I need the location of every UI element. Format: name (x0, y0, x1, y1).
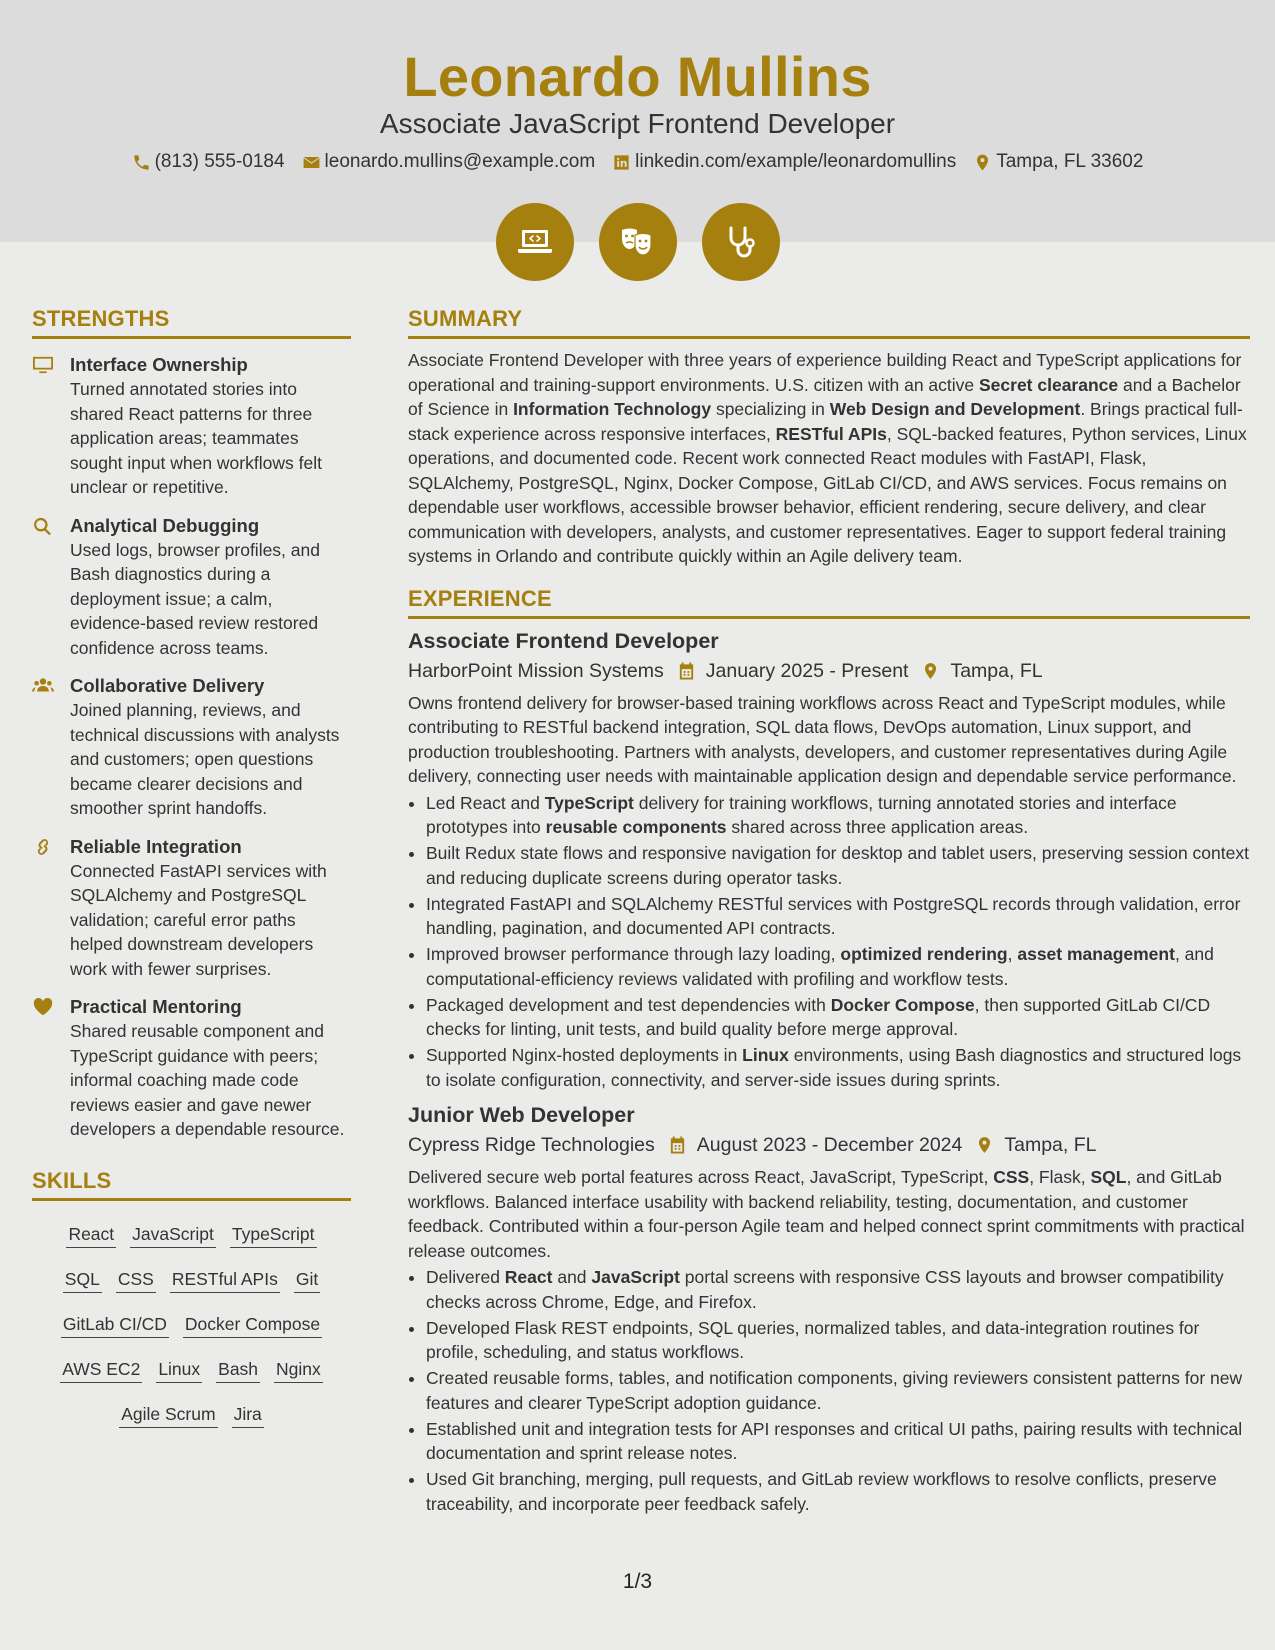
strength-item (32, 674, 351, 821)
strength-title: Reliable Integration (70, 835, 242, 857)
job-description (408, 1165, 1250, 1263)
job-bullets (408, 1265, 1250, 1516)
strength-title: Interface Ownership (70, 354, 248, 375)
summary-heading: SUMMARY (408, 306, 1250, 339)
page-number: 1/3 (622, 1570, 653, 1593)
emphasis-text: asset management (1017, 944, 1175, 964)
link-icon (32, 837, 54, 857)
emphasis-text: JavaScript (591, 1267, 680, 1287)
skill-tag: Jira (232, 1403, 264, 1428)
text-run: environments, using Bash diagnostics and structured logs to isolate configuration, connectivity, and server-side issues during sprints. (426, 1045, 1242, 1090)
text-run: Improved browser performance through lazy loading, (426, 944, 841, 964)
phone-icon (132, 153, 151, 172)
text-run: Delivered (426, 1267, 505, 1287)
text-run: , (1007, 944, 1018, 964)
job-entry (408, 627, 1250, 1093)
bullet-item (426, 942, 1250, 991)
job-dates: January 2025 - Present (705, 659, 909, 682)
interest-badges (0, 203, 1275, 281)
text-run: , then supported GitLab CI/CD checks for linting, unit tests, and build quality before merge approval. (426, 994, 1211, 1039)
bullet-item (426, 993, 1250, 1042)
map-pin-icon (973, 153, 992, 172)
contact-email[interactable] (302, 151, 596, 173)
left-column (32, 306, 351, 1438)
text-run: Packaged development and test dependencies with (426, 994, 831, 1015)
contact-location (973, 151, 1143, 173)
job-title: Junior Web Developer (408, 1103, 635, 1127)
text-run: Developed Flask REST endpoints, SQL queries, normalized tables, and data-integration routines for profile, scheduling, and status workflows. (426, 1317, 1200, 1362)
emphasis-text: optimized rendering (840, 944, 1008, 964)
job-company: HarborPoint Mission Systems (408, 659, 664, 682)
strength-title: Analytical Debugging (70, 514, 260, 536)
search-icon (32, 516, 54, 536)
skill-tag: Linux (156, 1358, 202, 1383)
theater-masks-icon (618, 222, 658, 262)
text-run: specializing in (711, 399, 830, 419)
candidate-title: Associate JavaScript Frontend Developer (379, 108, 896, 139)
summary-text (408, 348, 1250, 569)
contact-phone (132, 151, 285, 173)
badge-theater (599, 203, 677, 281)
strength-item (32, 835, 351, 982)
bullet-item (426, 791, 1250, 840)
skill-tag: JavaScript (130, 1223, 216, 1248)
bullet-item (426, 1043, 1250, 1092)
linkedin-icon (612, 153, 631, 172)
strength-item (32, 514, 351, 661)
skills-row (32, 1213, 351, 1258)
skills-row (32, 1258, 351, 1303)
calendar-icon (677, 661, 696, 681)
strength-title: Practical Mentoring (70, 996, 242, 1017)
badge-laptop (496, 203, 574, 281)
bullet-item (426, 1265, 1250, 1314)
text-run: Supported Nginx-hosted deployments in (426, 1045, 743, 1065)
job-location: Tampa, FL (1004, 1134, 1097, 1156)
contact-linkedin[interactable] (612, 151, 956, 173)
job-bullets (408, 791, 1250, 1093)
text-run: Established unit and integration tests for API responses and critical UI paths, pairing results with technical documentation and sprint release notes. (426, 1418, 1243, 1463)
skills-row (32, 1303, 351, 1348)
job-meta (408, 1132, 1250, 1158)
text-run: and a Bachelor of Science in (408, 374, 1241, 419)
strength-item (32, 995, 351, 1142)
emphasis-text: Linux (742, 1045, 789, 1065)
map-pin-icon (921, 661, 940, 681)
job-location: Tampa, FL (950, 659, 1043, 682)
emphasis-text: reusable components (545, 817, 727, 837)
emphasis-text: CSS (993, 1167, 1030, 1187)
text-run: . Brings practical full-stack experience across responsive interfaces, (408, 399, 1243, 444)
job-company: Cypress Ridge Technologies (408, 1134, 655, 1156)
job-entry (408, 1101, 1250, 1516)
skill-tag: AWS EC2 (60, 1358, 142, 1383)
skill-tag: React (66, 1223, 116, 1248)
skill-tag: Bash (216, 1358, 260, 1383)
laptop-code-icon (515, 222, 555, 262)
skill-tag: TypeScript (230, 1223, 317, 1248)
bullet-item (426, 1417, 1250, 1466)
text-run: , and GitLab workflows. Balanced interface usability with backend reliability, testing, documentation, and customer feedback. Contributed within a four-person Agile team and helped connect sprint commitments with practical release outcomes. (408, 1167, 1245, 1261)
skill-tag: Git (294, 1268, 320, 1293)
text-run: delivery for training workflows, turning annotated stories and interface prototypes into (426, 792, 1177, 837)
strength-title: Collaborative Delivery (70, 675, 265, 696)
job-title: Associate Frontend Developer (408, 628, 719, 653)
calendar-icon (668, 1135, 687, 1155)
skills-row (32, 1393, 351, 1438)
stethoscope-icon (721, 222, 761, 262)
right-column (408, 306, 1250, 1518)
skill-tag: SQL (63, 1268, 102, 1293)
badge-stethoscope (702, 203, 780, 281)
emphasis-text: Web Design and Development (829, 399, 1081, 419)
heart-icon (32, 997, 54, 1017)
bullet-item (426, 1316, 1250, 1365)
text-run: Led React and (426, 792, 545, 813)
job-dates: August 2023 - December 2024 (696, 1134, 963, 1156)
bullet-item (426, 1366, 1250, 1415)
strength-text: Connected FastAPI services with SQLAlchemy and PostgreSQL validation; careful error paths helped downstream developers work with fewer surprises. (70, 860, 327, 979)
envelope-icon (302, 153, 321, 172)
skills-list (32, 1213, 351, 1438)
text-run: Created reusable forms, tables, and notification components, giving reviewers consistent patterns for new features and clearer TypeScript adoption guidance. (426, 1368, 1243, 1413)
location-text: Tampa, FL 33602 (996, 151, 1144, 172)
strength-item (32, 353, 351, 500)
emphasis-text: Secret clearance (979, 374, 1119, 395)
bullet-item (426, 841, 1250, 890)
emphasis-text: Docker Compose (830, 994, 975, 1015)
skills-heading: SKILLS (32, 1168, 351, 1201)
emphasis-text: SQL (1090, 1167, 1127, 1187)
monitor-icon (32, 355, 54, 375)
skill-tag: Agile Scrum (119, 1403, 217, 1428)
candidate-name: Leonardo Mullins (403, 45, 872, 108)
strength-text: Joined planning, reviews, and technical discussions with analysts and customers; open questions became clearer decisions and smoother sprint handoffs. (70, 700, 340, 818)
text-run: Used Git branching, merging, pull requests, and GitLab review workflows to resolve conflicts, preserve traceability, and incorporate peer feedback safely. (426, 1469, 1217, 1514)
emphasis-text: TypeScript (544, 792, 634, 813)
text-run: portal screens with responsive CSS layouts and browser compatibility checks across Chrome, Edge, and Firefox. (426, 1267, 1224, 1312)
job-meta (408, 658, 1250, 684)
skill-tag: GitLab CI/CD (61, 1313, 169, 1338)
skill-tag: RESTful APIs (170, 1268, 280, 1293)
skill-tag: Nginx (274, 1358, 323, 1383)
skill-tag: Docker Compose (183, 1313, 322, 1338)
text-run: Associate Frontend Developer with three years of experience building React and TypeScript applications for operational and training-support environments. U.S. citizen with an active (408, 350, 1242, 395)
contact-bar (0, 151, 1275, 173)
text-run: shared across three application areas. (726, 817, 1029, 837)
strength-text: Used logs, browser profiles, and Bash diagnostics during a deployment issue; a calm, evidence-based review restored confidence across teams. (70, 539, 320, 658)
text-run: and (552, 1267, 592, 1287)
text-run: , SQL-backed features, Python services, Linux operations, and documented code. Recent work connected React modules with FastAPI, Flask, SQLAlchemy, PostgreSQL, Nginx, Docker Compose, GitLab CI/CD, and AWS services. Focus remains on dependable user workflows, accessible browser behavior, efficient rendering, secure delivery, and clear communication with developers, analysts, and customer representatives. Eager to support federal training systems in Orlando and contribute quickly within an Agile delivery team. (408, 423, 1247, 566)
linkedin-text[interactable]: linkedin.com/example/leonardomullins (635, 151, 957, 172)
skills-row (32, 1348, 351, 1393)
emphasis-text: RESTful APIs (775, 423, 887, 444)
text-run: Integrated FastAPI and SQLAlchemy RESTful services with PostgreSQL records through validation, error handling, pagination, and documented API contracts. (426, 893, 1241, 938)
strength-text: Turned annotated stories into shared React patterns for three application areas; teammates sought input when workflows felt unclear or repetitive. (70, 379, 322, 497)
emphasis-text: React (504, 1267, 553, 1287)
strength-text: Shared reusable component and TypeScript guidance with peers; informal coaching made code reviews easier and gave newer developers a dependable resource. (70, 1021, 345, 1139)
bullet-item (426, 892, 1250, 941)
emphasis-text: Information Technology (513, 399, 712, 419)
experience-heading: EXPERIENCE (408, 586, 1250, 619)
map-pin-icon (975, 1135, 994, 1155)
email-text[interactable]: leonardo.mullins@example.com (324, 151, 596, 172)
strengths-heading: STRENGTHS (32, 306, 351, 339)
users-icon (32, 676, 54, 696)
text-run: Delivered secure web portal features across React, JavaScript, TypeScript, (408, 1167, 994, 1187)
text-run: , Flask, (1029, 1167, 1091, 1187)
text-run: , and computational-efficiency reviews validated with profiling and workflow tests. (426, 944, 1214, 989)
job-description: Owns frontend delivery for browser-based training workflows across React and TypeScript modules, while contributing to RESTful backend integration, SQL data flows, DevOps automation, Linux support, and production troubleshooting. Partners with analysts, developers, and customer representatives during Agile delivery, connecting user needs with maintainable application design and dependable service performance. (408, 692, 1237, 786)
text-run: Built Redux state flows and responsive navigation for desktop and tablet users, preserving session context and reducing duplicate screens during operator tasks. (426, 843, 1249, 888)
skill-tag: CSS (116, 1268, 156, 1293)
bullet-item (426, 1467, 1250, 1516)
phone-text: (813) 555-0184 (154, 151, 285, 172)
